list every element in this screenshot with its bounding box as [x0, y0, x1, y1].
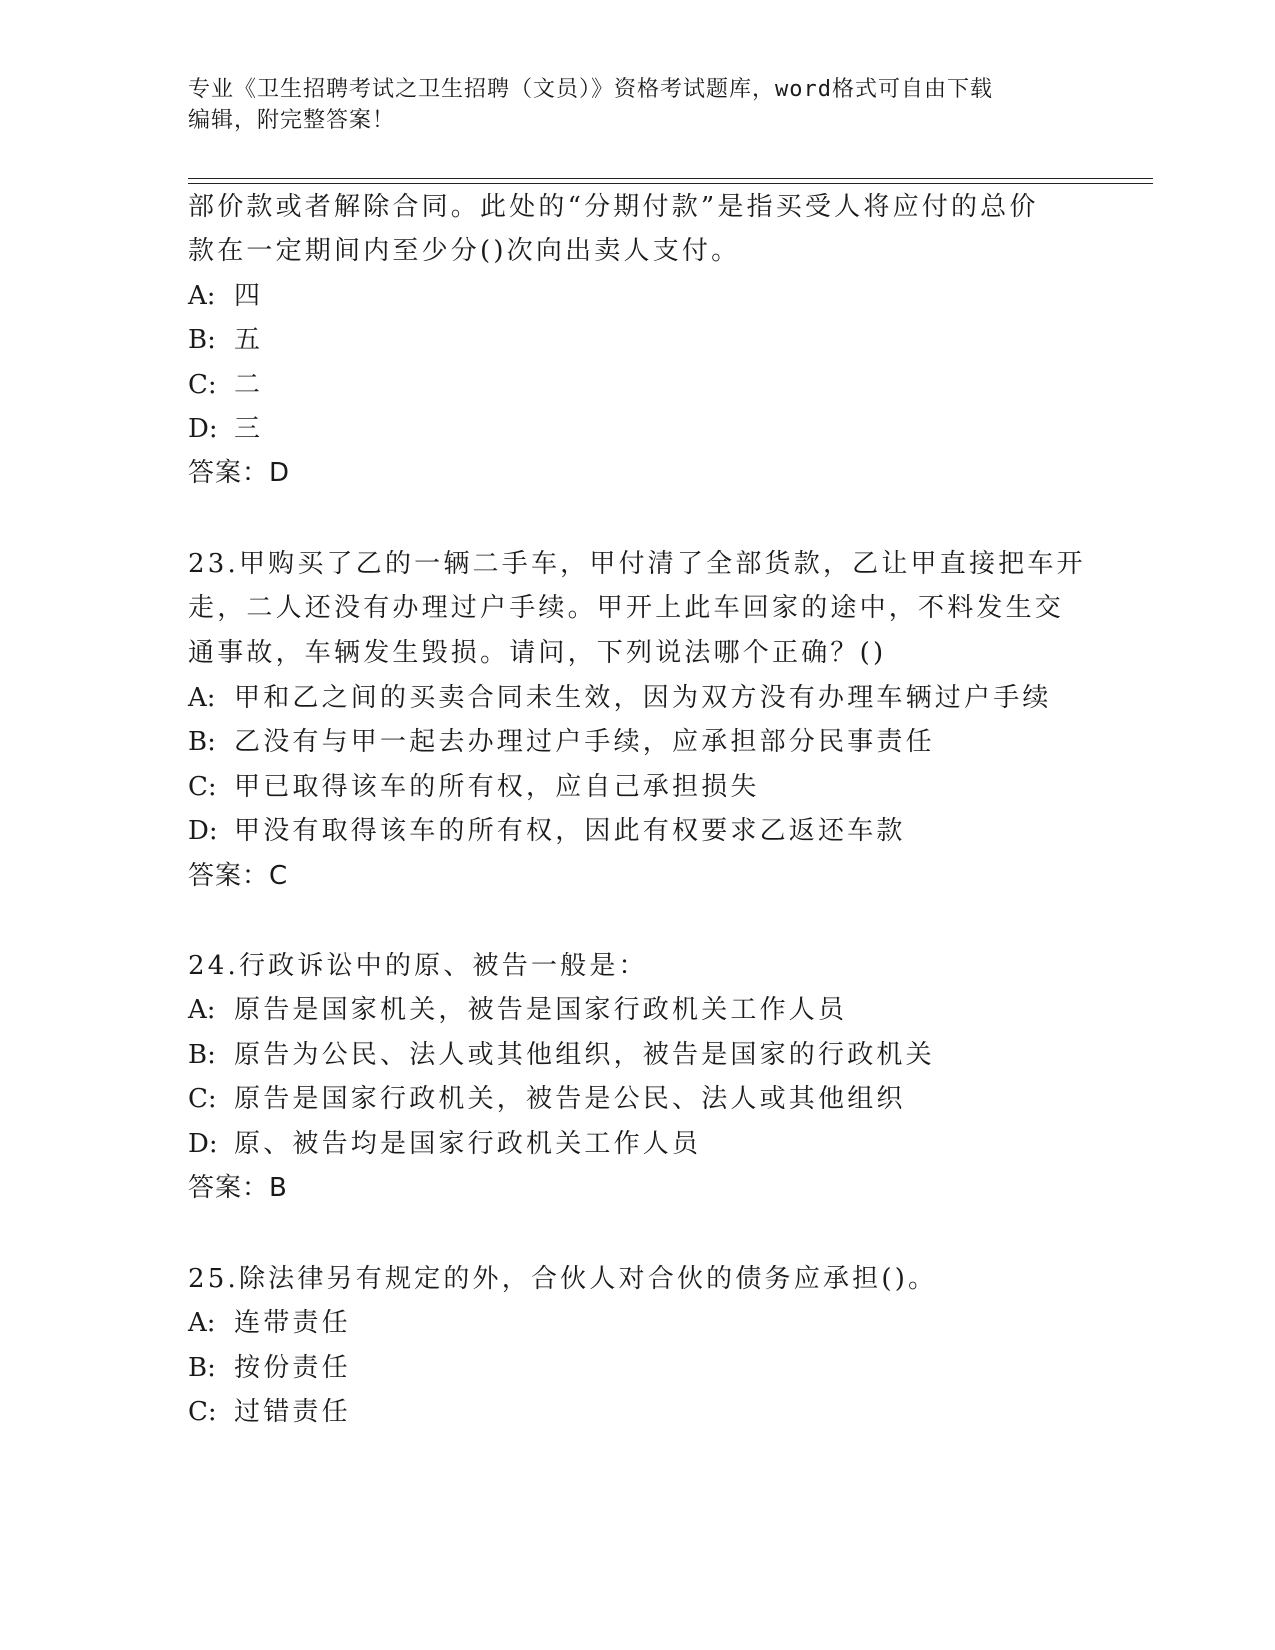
question-25-option-c [188, 1396, 351, 1428]
option-label: A: [188, 683, 216, 713]
option-label: B: [188, 1353, 216, 1383]
question-22-answer: 答案：D [188, 458, 291, 488]
option-text: 连带责任 [234, 1308, 351, 1338]
question-24-option-c [188, 1083, 906, 1115]
question-23-option-a [188, 682, 1052, 714]
option-text: 甲没有取得该车的所有权，因此有权要求乙返还车款 [234, 816, 906, 846]
question-23-text-line-3: 通事故，车辆发生毁损。请问，下列说法哪个正确？() [188, 638, 887, 668]
option-text: 四 [234, 281, 264, 311]
question-24-text-line-1: 24.行政诉讼中的原、被告一般是： [188, 951, 648, 981]
header-rule-bottom [188, 183, 1153, 184]
option-label: B: [188, 727, 216, 757]
question-23-option-c [188, 771, 760, 803]
question-24-option-d [188, 1128, 701, 1160]
option-label: A: [188, 995, 216, 1025]
option-label: B: [188, 1040, 216, 1070]
option-label: D: [188, 414, 218, 444]
question-25-text-line-1: 25.除法律另有规定的外，合伙人对合伙的债务应承担()。 [188, 1264, 938, 1294]
option-label: B: [188, 325, 216, 355]
question-22-text-line-2: 款在一定期间内至少分()次向出卖人支付。 [188, 236, 741, 266]
option-label: D: [188, 816, 218, 846]
option-label: C: [188, 1397, 217, 1427]
question-22-text-line-1: 部价款或者解除合同。此处的“分期付款”是指买受人将应付的总价 [188, 192, 1039, 222]
option-text: 五 [234, 325, 264, 355]
option-text: 三 [234, 414, 264, 444]
header-rule-top [188, 178, 1153, 179]
option-text: 甲和乙之间的买卖合同未生效，因为双方没有办理车辆过户手续 [234, 683, 1052, 713]
option-label: C: [188, 1084, 217, 1114]
option-label: A: [188, 1308, 216, 1338]
question-23-option-b [188, 726, 935, 758]
option-label: C: [188, 370, 217, 400]
option-text: 二 [234, 370, 264, 400]
question-22-option-a [188, 280, 263, 312]
document-header [188, 74, 1068, 136]
option-text: 按份责任 [234, 1353, 351, 1383]
header-line-1: 专业《卫生招聘考试之卫生招聘（文员）》资格考试题库，word格式可自由下载 [188, 77, 993, 102]
option-text: 甲已取得该车的所有权，应自己承担损失 [234, 772, 760, 802]
question-23-option-d [188, 815, 906, 847]
question-22-option-c [188, 369, 263, 401]
option-label: A: [188, 281, 216, 311]
question-22-option-b [188, 324, 263, 356]
question-24-answer: 答案：B [188, 1173, 288, 1203]
question-25-option-b [188, 1352, 351, 1384]
header-line-2: 编辑，附完整答案！ [188, 108, 396, 133]
option-label: C: [188, 772, 217, 802]
question-22-option-d [188, 413, 263, 445]
question-25-option-a [188, 1307, 351, 1339]
question-24-option-a [188, 994, 847, 1026]
option-text: 原、被告均是国家行政机关工作人员 [234, 1129, 702, 1159]
question-23-answer: 答案：C [188, 861, 289, 891]
option-text: 原告是国家行政机关，被告是公民、法人或其他组织 [234, 1084, 906, 1114]
option-label: D: [188, 1129, 218, 1159]
option-text: 过错责任 [234, 1397, 351, 1427]
option-text: 乙没有与甲一起去办理过户手续，应承担部分民事责任 [234, 727, 935, 757]
option-text: 原告为公民、法人或其他组织，被告是国家的行政机关 [234, 1040, 935, 1070]
question-23-text-line-1: 23.甲购买了乙的一辆二手车，甲付清了全部货款，乙让甲直接把车开 [188, 549, 1086, 579]
question-24-option-b [188, 1039, 935, 1071]
option-text: 原告是国家机关，被告是国家行政机关工作人员 [234, 995, 848, 1025]
question-23-text-line-2: 走，二人还没有办理过户手续。甲开上此车回家的途中，不料发生交 [188, 593, 1065, 623]
